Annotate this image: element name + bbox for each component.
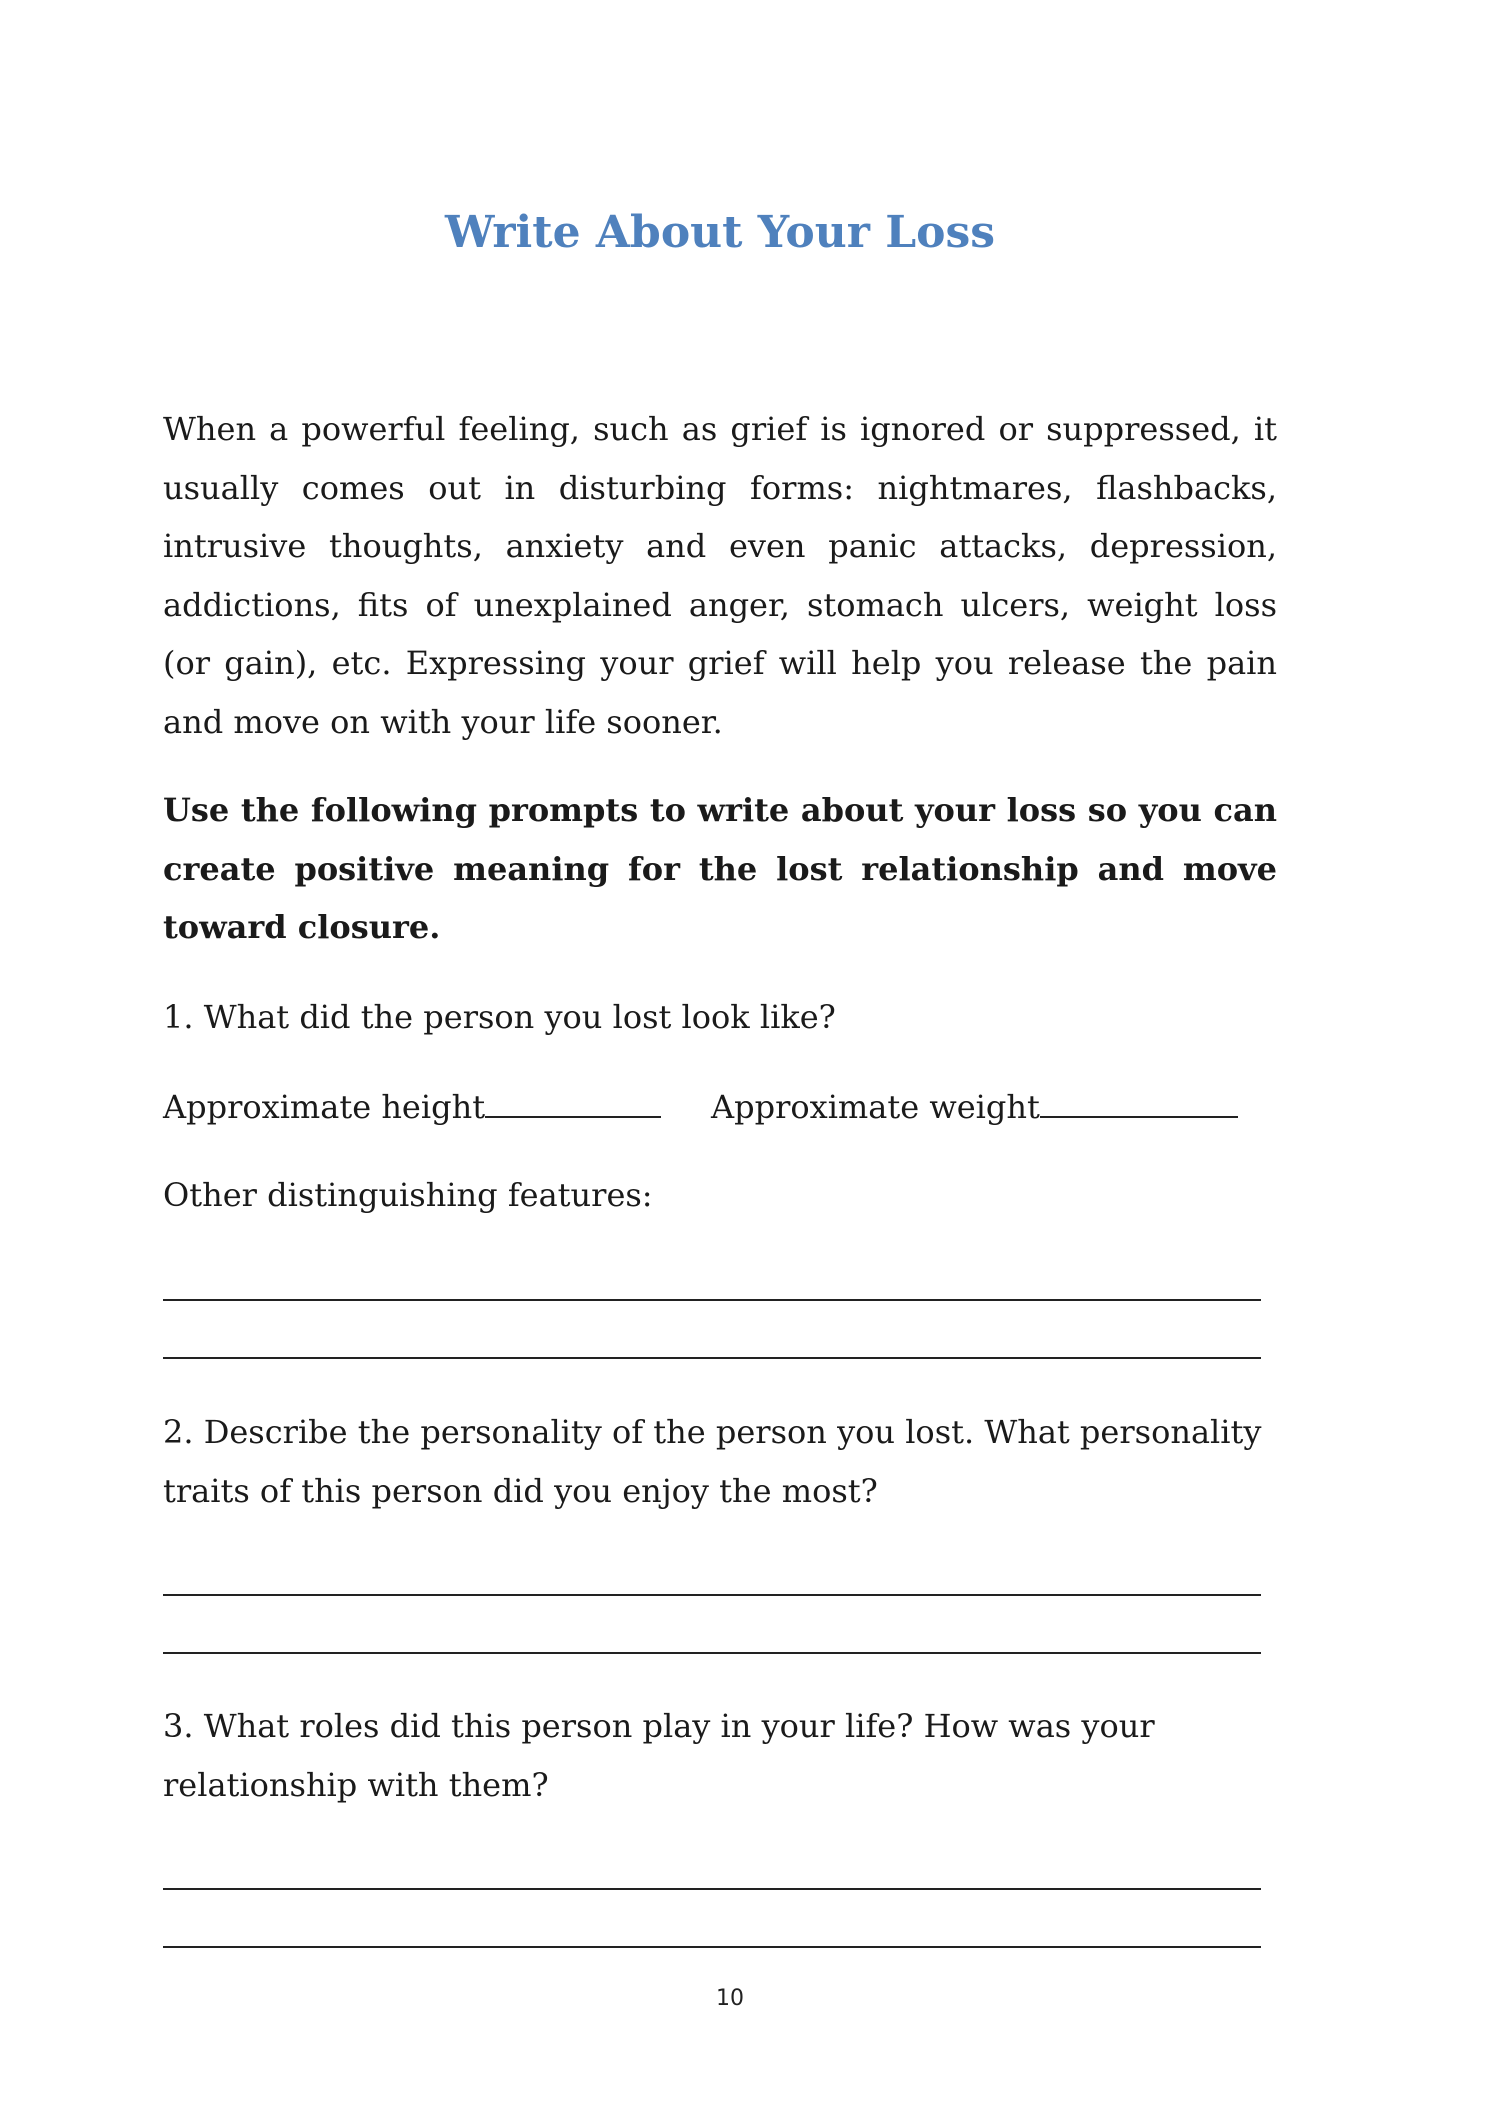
features-label: Other distinguishing features: xyxy=(163,1176,653,1214)
answer-line[interactable] xyxy=(163,1946,1261,1948)
height-field xyxy=(163,1086,661,1127)
instruction-text: Use the following prompts to write about your loss so you can create positive meaning for the lost relationship and move toward closure. xyxy=(163,791,1277,946)
intro-paragraph: When a powerful feeling, such as grief is ignored or suppressed, it usually comes out in disturbing forms: nightmares, flashbacks, intrusive thoughts, anxiety and even panic attacks, depression, addictions, fits of unexplained anger, stomach ulcers, weight loss (or gain), etc. Expressing your grief will help you release the pain and move on with your life sooner. xyxy=(163,410,1277,741)
prompt-1 xyxy=(163,988,1277,1047)
prompt-2-text: Describe the personality of the person you lost. What personality traits of this person did you enjoy the most? xyxy=(163,1413,1262,1510)
answer-line[interactable] xyxy=(163,1299,1261,1301)
answer-line[interactable] xyxy=(163,1652,1261,1654)
prompt-2 xyxy=(163,1403,1277,1520)
height-blank[interactable] xyxy=(485,1086,661,1118)
answer-line[interactable] xyxy=(163,1357,1261,1359)
prompt-1-text: What did the person you lost look like? xyxy=(203,998,836,1036)
weight-label: Approximate weight xyxy=(711,1088,1040,1126)
prompt-2-number: 2. xyxy=(163,1413,194,1451)
page-number: 10 xyxy=(716,1986,744,2011)
height-label: Approximate height xyxy=(163,1088,486,1126)
prompt-3-text: What roles did this person play in your life? How was your relationship with them? xyxy=(163,1707,1155,1804)
answer-line[interactable] xyxy=(163,1594,1261,1596)
weight-field xyxy=(711,1086,1238,1127)
prompt-3 xyxy=(163,1697,1277,1814)
weight-blank[interactable] xyxy=(1040,1086,1238,1118)
answer-line[interactable] xyxy=(163,1888,1261,1890)
prompt-3-number: 3. xyxy=(163,1707,194,1745)
page-title: Write About Your Loss xyxy=(444,207,996,258)
prompt-1-number: 1. xyxy=(163,998,194,1036)
